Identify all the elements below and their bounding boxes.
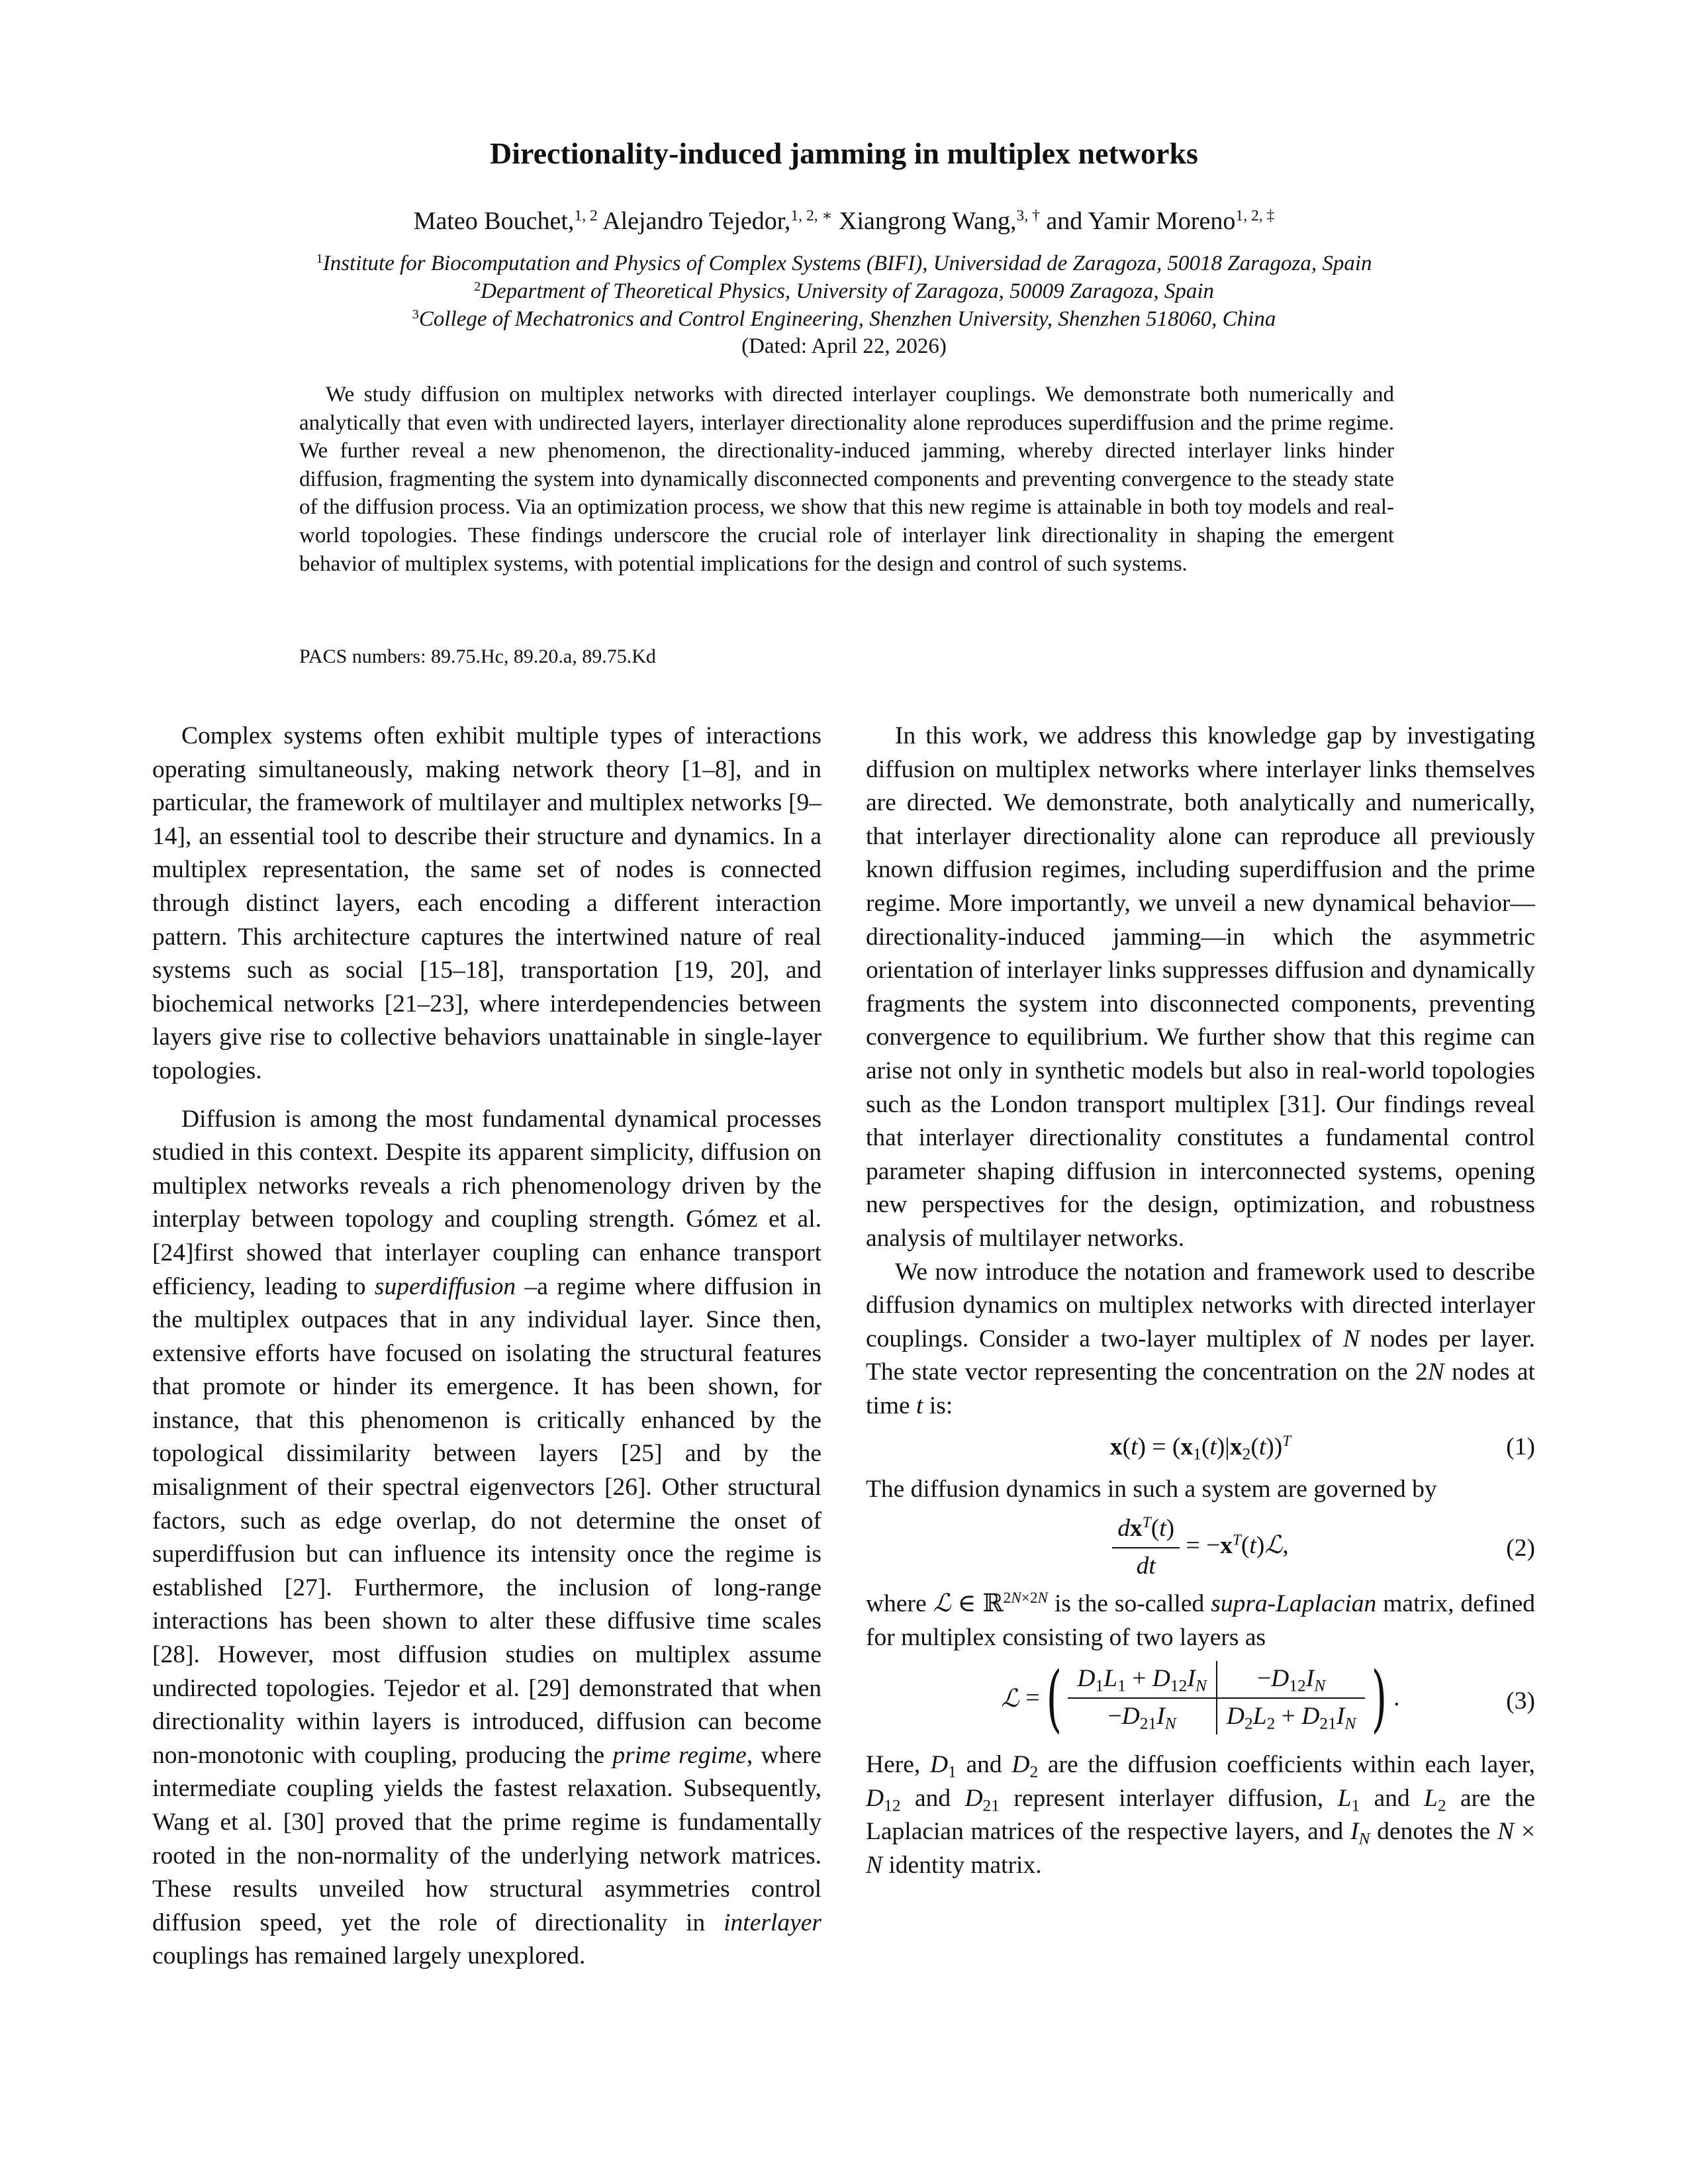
text-run: Diffusion is among the most fundamental dynamical processes studied in this context. Despite its apparent simplicity, diffusion on multiplex networks reveals a rich phenomenology driven by the interplay between topology and coupling strength. Gómez et al. [24]first showed that interlayer coupling can enhance transport efficiency, leading to [152,1105,821,1300]
paragraph [866,1586,1535,1654]
math-inline: 2N [1415,1358,1444,1386]
math-inline: L [1424,1784,1438,1812]
math-inline: ℒ ∈ ℝ$^{2N\times 2N}$ [933,1588,1048,1618]
matrix-grid: $D_1L_1 + D_{12}I_N$ $-D_{12}I_N$ $-D_{21}I_N$ $D_2L_2 + D_{21}I_N$ [1068,1661,1365,1734]
emphasis: prime regime [612,1741,747,1769]
text-run: represent interlayer diffusion, [1000,1784,1338,1812]
text-run: We now introduce the notation and framework used to describe diffusion dynamics on multiplex networks with directed interlayer couplings. Consider a two-layer multiplex of [866,1258,1535,1353]
equation-number: (1) [1506,1433,1535,1461]
text-run: nodes per layer. The state vector representing the concentration on the [866,1325,1535,1386]
equation-3 [866,1654,1535,1748]
text-run: nodes at time [866,1358,1535,1419]
text-run: where [866,1590,933,1618]
paragraph [866,1256,1535,1423]
math-inline: D [866,1784,884,1812]
affiliation-number: 2 [473,279,481,294]
supra-laplacian-matrix: ℒ = ( $D_1L_1 + D_{12}I_N$ $-D_{12}I_N$ $-D_{21}I_N$ $D_2L_2 + D_{21}I_N$ ) . [1001,1655,1400,1740]
text-run: matrix, defined for multiplex consisting of two layers as [866,1590,1535,1651]
math-inline: t [916,1392,923,1419]
affiliation-text: Institute for Biocomputation and Physics of Complex Systems (BIFI), Universidad de Zaragoza, 50018 Zaragoza, Spain [322,252,1372,275]
paragraph: Complex systems often exhibit multiple types of interactions operating simultaneously, making network theory [1–8], and in particular, the framework of multilayer and multiplex networks [9–14], an essential tool to describe their structure and dynamics. In a multiplex representation, the same set of nodes is connected through distinct layers, each encoding a different interaction pattern. This architecture captures the intertwined nature of real systems such as social [15–18], transportation [19, 20], and biochemical networks [21–23], where interdependencies between layers give rise to collective behaviors unattainable in single-layer topologies. [152,722,821,1084]
affiliation [0,279,1688,304]
affiliation-number: 3 [412,307,419,322]
equation-2 [866,1507,1535,1586]
equation-1 [866,1423,1535,1473]
math-inline: $I_N$ [1350,1818,1370,1849]
affiliation-number: 1 [316,251,323,266]
text-run: Here, [866,1751,930,1779]
author-affil-marks: 1, 2 [574,207,598,225]
math-inline: L [1337,1784,1352,1812]
dated-line: (Dated: April 22, 2026) [741,334,947,358]
author-name: and Yamir Moreno [1046,207,1236,235]
left-column [152,720,821,1973]
equation-body: $\frac{dx^T(t)}{dt}$ = $-x^T(t)ℒ$, [866,1512,1535,1583]
text-run: and [956,1751,1012,1779]
author-affil-marks: 1, 2, ∗ [790,207,833,225]
paragraph: In this work, we address this knowledge gap by investigating diffusion on multiplex networks where interlayer links themselves are directed. We demonstrate, both analytically and numerically, that interlayer directionality alone can reproduce all previously known diffusion regimes, including superdiffusion and the prime regime. More importantly, we unveil a new dynamical behavior—directionality-induced jamming—in which the asymmetric orientation of interlayer links suppresses diffusion and dynamically fragments the system into disconnected components, preventing convergence to equilibrium. We further show that this regime can arise not only in synthetic models but also in real-world topologies such as the London transport multiplex [31]. Our findings reveal that interlayer directionality constitutes a fundamental control parameter shaping diffusion in interconnected systems, opening new perspectives for the design, optimization, and robustness analysis of multilayer networks. [866,722,1535,1252]
text-run: , where intermediate coupling yields the fastest relaxation. Subsequently, Wang et al. [30] proved that the prime regime is fundamentally rooted in the non-normality of the underlying network matrices. These results unveiled how structural asymmetries control diffusion speed, yet the role of directionality in [152,1741,822,1936]
equation-number: (2) [1506,1535,1535,1562]
text-run: –a regime where diffusion in the multiplex outpaces that in any individual layer. Since then, extensive efforts have focused on isolating the structural features that promote or hinder its emergence. It has been shown, for instance, that this phenomenon is critically enhanced by the topological dissimilarity between layers [25] and by the misalignment of their spectral eigenvectors [26]. Other structural factors, such as edge overlap, do not determine the onset of superdiffusion but can influence its intensity once the regime is established [27]. Furthermore, the inclusion of long-range interactions has been shown to alter these diffusive time scales [28]. However, most diffusion studies on multiplex assume undirected topologies. Tejedor et al. [29] demonstrated that when directionality within layers is introduced, diffusion can become non-monotonic with coupling, producing the [152,1272,822,1769]
text-run: and [1360,1784,1425,1812]
equation-body: $x(t) = (x_1(t)|x_2(t))^T$ [1109,1433,1291,1464]
author-name: Xiangrong Wang, [839,207,1017,235]
right-paren: ) [1372,1655,1387,1740]
pacs-numbers: PACS numbers: 89.75.Hc, 89.20.a, 89.75.Kd [299,645,656,667]
affiliation-text: College of Mechatronics and Control Engineering, Shenzhen University, Shenzhen 518060, China [418,307,1276,331]
text-run: couplings has remained largely unexplored. [152,1942,586,1970]
paragraph: The diffusion dynamics in such a system are governed by [866,1476,1437,1503]
text-run: and [900,1784,965,1812]
emphasis: interlayer [724,1909,821,1936]
text-run: are the Laplacian matrices of the respective layers, and [866,1784,1535,1846]
affiliation-text: Department of Theoretical Physics, University of Zaragoza, 50009 Zaragoza, Spain [481,279,1215,303]
left-paren: ( [1046,1655,1062,1740]
right-column [866,720,1535,1883]
math-inline: N [1342,1325,1360,1353]
author-name: Alejandro Tejedor, [602,207,791,235]
text-run: are the diffusion coefficients within each layer, [1038,1751,1535,1779]
author-affil-marks: 3, † [1016,207,1040,225]
text-run: identity matrix. [882,1852,1042,1879]
affiliation [0,307,1688,332]
equation-body [866,1655,1535,1740]
affiliation [0,252,1688,276]
emphasis: supra-Laplacian [1211,1590,1377,1618]
author-list [0,207,1688,236]
equation-number: (3) [1506,1687,1535,1715]
emphasis: superdiffusion [374,1272,516,1300]
abstract: We study diffusion on multiplex networks with directed interlayer couplings. We demonstrate both numerically and analytically that even with undirected layers, interlayer directionality alone reproduces superdiffusion and the prime regime. We further reveal a new phenomenon, the directionality-induced jamming, whereby directed interlayer links hinder diffusion, fragmenting the system into dynamically disconnected components and preventing convergence to the steady state of the diffusion process. Via an optimization process, we show that this new regime is attainable in both toy models and real-world topologies. These findings underscore the crucial role of interlayer link directionality in shaping the emergent behavior of multiplex systems, with potential implications for the design and control of such systems. [299,383,1394,576]
author-affil-marks: 1, 2, ‡ [1235,207,1275,225]
math-inline: D [1011,1751,1030,1779]
text-run: is the so-called [1048,1590,1211,1618]
paragraph: Here, $D_1$ and $D_2$ are the diffusion coefficients within each layer, $D_{12}$ and $D_{21}$ represent interlayer diffusion, $L_1$ and $L_2$ are the Laplacian matrices of the respective layers, and $I_N$ denotes the N × N identity matrix. [866,1751,1535,1879]
paper-title: Directionality-induced jamming in multiplex networks [490,136,1198,170]
paragraph [152,1103,821,1973]
math-inline: N × N [866,1818,1535,1879]
fraction: $\frac{dx^T(t)}{dt}$ [1112,1512,1180,1583]
math-inline: D [929,1751,949,1779]
author-name: Mateo Bouchet, [413,207,575,235]
math-inline: D [964,1784,983,1812]
text-run: is: [923,1392,953,1419]
text-run: denotes the [1370,1818,1498,1846]
